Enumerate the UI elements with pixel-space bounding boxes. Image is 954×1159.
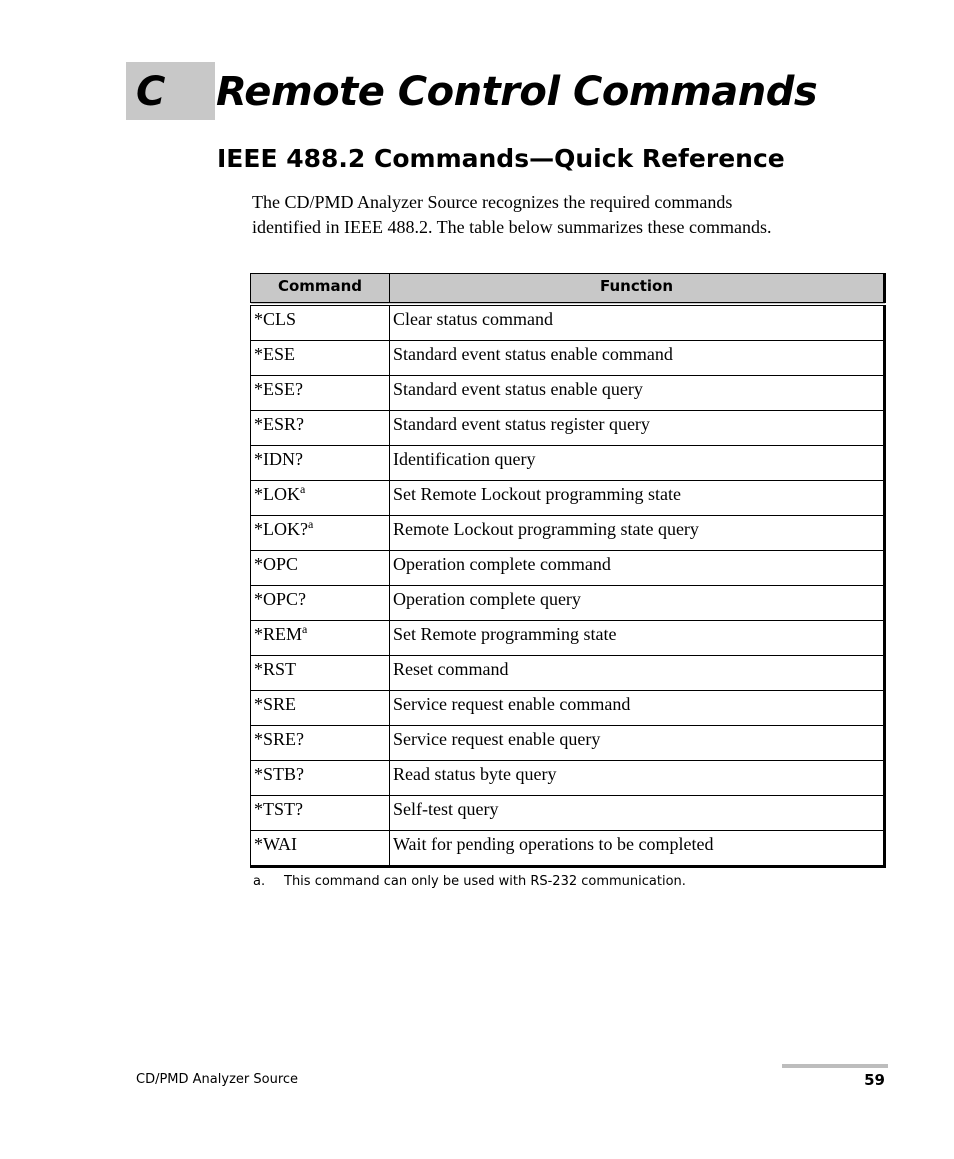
- table-row: [251, 516, 885, 551]
- command-cell: [251, 831, 390, 867]
- table-row: [251, 341, 885, 376]
- function-cell: Set Remote Lockout programming state: [390, 481, 885, 516]
- function-cell: Service request enable command: [390, 691, 885, 726]
- chapter-title: Remote Control Commands: [216, 69, 818, 115]
- command-text: *RST: [254, 659, 297, 679]
- table-row: [251, 831, 885, 867]
- footer-rule: [782, 1064, 888, 1068]
- command-text: *ESE: [254, 344, 296, 364]
- command-cell: [251, 304, 390, 341]
- footnote-mark: a.: [253, 874, 266, 889]
- table-row: [251, 481, 885, 516]
- table-row: [251, 551, 885, 586]
- function-cell: Standard event status enable query: [390, 376, 885, 411]
- command-text: *IDN?: [254, 449, 303, 469]
- table-row: [251, 726, 885, 761]
- command-text: *TST?: [254, 799, 303, 819]
- function-cell: Standard event status register query: [390, 411, 885, 446]
- command-text: *OPC?: [254, 589, 307, 609]
- command-cell: [251, 446, 390, 481]
- function-cell: Standard event status enable command: [390, 341, 885, 376]
- command-text: *STB?: [254, 764, 305, 784]
- command-text: *SRE: [254, 694, 297, 714]
- function-cell: Operation complete command: [390, 551, 885, 586]
- function-cell: Wait for pending operations to be completed: [390, 831, 885, 867]
- page-number: 59: [864, 1071, 885, 1089]
- function-cell: Read status byte query: [390, 761, 885, 796]
- command-cell: [251, 621, 390, 656]
- command-cell: [251, 656, 390, 691]
- table-row: [251, 656, 885, 691]
- table-row: [251, 796, 885, 831]
- command-text: *LOK?: [254, 519, 308, 539]
- table-row: [251, 376, 885, 411]
- command-cell: [251, 376, 390, 411]
- table-row: [251, 691, 885, 726]
- command-text: *CLS: [254, 309, 297, 329]
- command-text: *LOK: [254, 484, 300, 504]
- function-cell: Set Remote programming state: [390, 621, 885, 656]
- footer-product-name: CD/PMD Analyzer Source: [136, 1072, 299, 1087]
- command-text: *SRE?: [254, 729, 305, 749]
- command-cell: [251, 341, 390, 376]
- footnote-reference: a: [302, 622, 308, 636]
- column-header-command: Command: [251, 274, 390, 305]
- table-row: [251, 304, 885, 341]
- table-row: [251, 586, 885, 621]
- command-cell: [251, 796, 390, 831]
- function-cell: Remote Lockout programming state query: [390, 516, 885, 551]
- function-cell: Self-test query: [390, 796, 885, 831]
- table-row: [251, 761, 885, 796]
- command-text: *ESE?: [254, 379, 303, 399]
- footnote: [253, 872, 686, 892]
- chapter-letter: C: [136, 69, 166, 115]
- command-cell: [251, 411, 390, 446]
- table-row: [251, 411, 885, 446]
- command-text: *ESR?: [254, 414, 305, 434]
- command-cell: [251, 726, 390, 761]
- intro-line: identified in IEEE 488.2. The table below summarizes these commands.: [252, 217, 772, 237]
- function-cell: Service request enable query: [390, 726, 885, 761]
- footnote-reference: a: [307, 517, 314, 531]
- command-table: [250, 273, 886, 868]
- column-header-function: Function: [390, 274, 885, 305]
- footnote-reference: a: [300, 482, 306, 496]
- command-text: *WAI: [254, 834, 297, 854]
- command-text: *REM: [254, 624, 303, 644]
- table-header-row: [251, 274, 885, 305]
- function-cell: Reset command: [390, 656, 885, 691]
- command-cell: [251, 691, 390, 726]
- function-cell: Clear status command: [390, 304, 885, 341]
- footnote-text: This command can only be used with RS-232 communication.: [284, 874, 686, 889]
- section-title: IEEE 488.2 Commands—Quick Reference: [217, 144, 785, 173]
- command-cell: [251, 551, 390, 586]
- command-text: *OPC: [254, 554, 299, 574]
- table-row: [251, 621, 885, 656]
- table-row: [251, 446, 885, 481]
- function-cell: Identification query: [390, 446, 885, 481]
- intro-line: The CD/PMD Analyzer Source recognizes the required commands: [252, 192, 733, 212]
- function-cell: Operation complete query: [390, 586, 885, 621]
- table-body: [251, 304, 885, 867]
- command-cell: [251, 586, 390, 621]
- command-cell: [251, 516, 390, 551]
- command-cell: [251, 481, 390, 516]
- intro-paragraph: [252, 190, 892, 240]
- command-cell: [251, 761, 390, 796]
